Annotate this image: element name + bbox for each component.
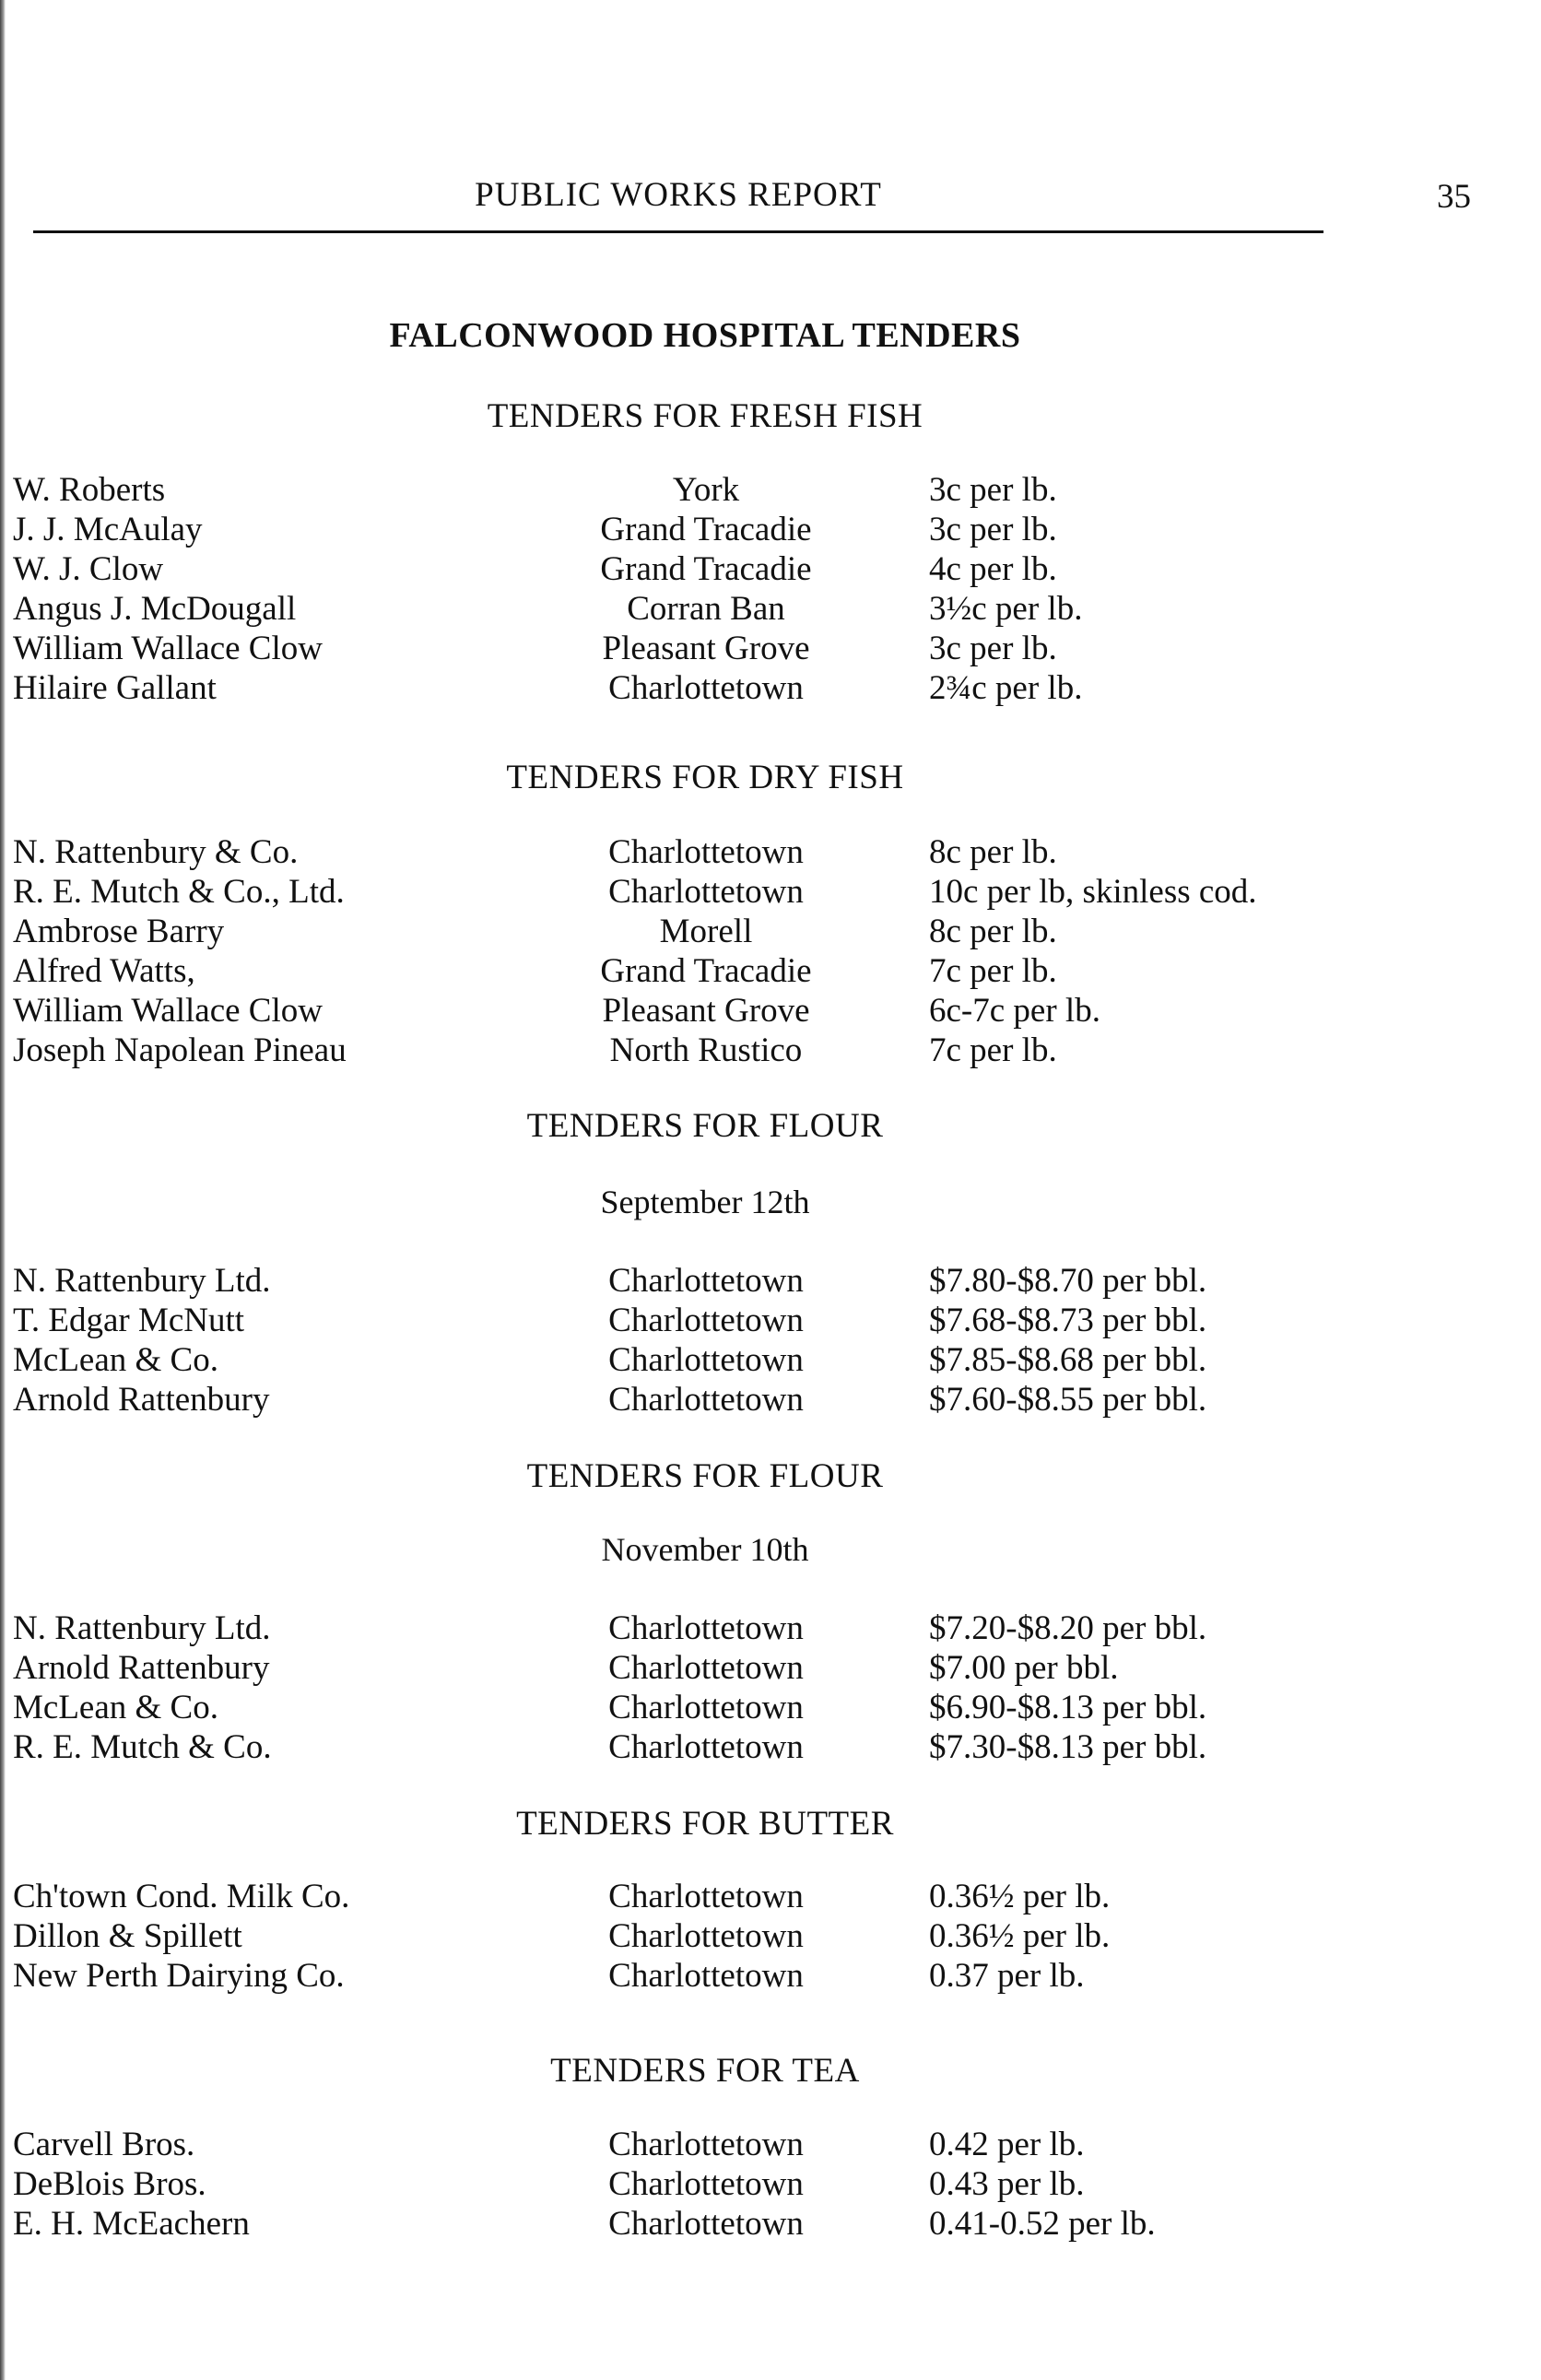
- tender-row: [0, 589, 1541, 629]
- section-heading: TENDERS FOR BUTTER: [516, 1805, 894, 1843]
- tender-price: 3c per lb.: [929, 511, 1057, 548]
- tenderer-place: Charlottetown: [608, 2205, 804, 2243]
- section-heading: TENDERS FOR FLOUR: [526, 1107, 884, 1145]
- tenderer-place: Morell: [659, 913, 753, 950]
- tender-row: [0, 1301, 1541, 1340]
- running-head: PUBLIC WORKS REPORT: [475, 176, 882, 214]
- tender-price: $7.20-$8.20 per bbl.: [929, 1609, 1207, 1647]
- tenderer-place: Charlottetown: [608, 1878, 804, 1915]
- document-title: FALCONWOOD HOSPITAL TENDERS: [389, 316, 1021, 355]
- tender-price: 3c per lb.: [929, 630, 1057, 667]
- section-heading: TENDERS FOR DRY FISH: [506, 759, 904, 796]
- tender-row: [0, 832, 1541, 872]
- tenderer-place: Charlottetown: [608, 1728, 804, 1766]
- section-heading: TENDERS FOR FRESH FISH: [487, 397, 923, 435]
- tender-price: 7c per lb.: [929, 1031, 1057, 1069]
- tenderer-place: Charlottetown: [608, 2126, 804, 2163]
- tender-row: [0, 549, 1541, 589]
- tenderer-name: Joseph Napolean Pineau: [13, 1031, 347, 1069]
- tenderer-name: Hilaire Gallant: [13, 669, 217, 707]
- tenderer-name: Carvell Bros.: [13, 2126, 195, 2163]
- tenderer-name: Ambrose Barry: [13, 913, 225, 950]
- page-number: 35: [1437, 178, 1471, 216]
- tender-price: $7.85-$8.68 per bbl.: [929, 1341, 1207, 1379]
- tender-price: 0.42 per lb.: [929, 2126, 1085, 2163]
- header-rule: [33, 230, 1323, 233]
- tender-row: [0, 991, 1541, 1031]
- tender-row: [0, 1380, 1541, 1420]
- tenderer-name: McLean & Co.: [13, 1341, 218, 1379]
- tender-price: 8c per lb.: [929, 913, 1057, 950]
- tender-row: [0, 1916, 1541, 1956]
- section-date: September 12th: [600, 1184, 810, 1220]
- tender-row: [0, 1261, 1541, 1301]
- tenderer-place: Corran Ban: [627, 590, 785, 628]
- tender-price: 6c-7c per lb.: [929, 992, 1100, 1030]
- tenderer-place: Charlottetown: [608, 833, 804, 871]
- tenderer-place: Grand Tracadie: [600, 952, 812, 990]
- tenderer-place: Charlottetown: [608, 1262, 804, 1300]
- tender-row: [0, 1956, 1541, 1996]
- tender-row: [0, 668, 1541, 708]
- tenderer-name: DeBlois Bros.: [13, 2165, 206, 2203]
- tenderer-place: Charlottetown: [608, 1381, 804, 1419]
- tender-price: 0.36½ per lb.: [929, 1878, 1111, 1915]
- tender-row: [0, 510, 1541, 549]
- page-header: [33, 175, 1471, 230]
- tenderer-name: Ch'town Cond. Milk Co.: [13, 1878, 350, 1915]
- tenderer-name: R. E. Mutch & Co., Ltd.: [13, 873, 345, 911]
- tender-price: 2¾c per lb.: [929, 669, 1083, 707]
- tender-price: 3c per lb.: [929, 471, 1057, 509]
- tenderer-place: Charlottetown: [608, 873, 804, 911]
- tenderer-name: Arnold Rattenbury: [13, 1649, 270, 1687]
- tender-row: [0, 470, 1541, 510]
- tenderer-name: Angus J. McDougall: [13, 590, 297, 628]
- tender-price: 0.36½ per lb.: [929, 1917, 1111, 1955]
- tenderer-name: N. Rattenbury Ltd.: [13, 1609, 271, 1647]
- tender-row: [0, 1608, 1541, 1648]
- tender-row: [0, 1340, 1541, 1380]
- tenderer-place: York: [672, 471, 740, 509]
- tender-row: [0, 1727, 1541, 1767]
- tenderer-place: Charlottetown: [608, 2165, 804, 2203]
- tender-price: 8c per lb.: [929, 833, 1057, 871]
- tender-price: $7.60-$8.55 per bbl.: [929, 1381, 1207, 1419]
- section-heading: TENDERS FOR FLOUR: [526, 1457, 884, 1495]
- tender-price: 4c per lb.: [929, 550, 1057, 588]
- tenderer-place: Charlottetown: [608, 1649, 804, 1687]
- tender-price: 7c per lb.: [929, 952, 1057, 990]
- tenderer-place: Charlottetown: [608, 669, 804, 707]
- tender-price: $7.80-$8.70 per bbl.: [929, 1262, 1207, 1300]
- tender-row: [0, 1688, 1541, 1727]
- tenderer-name: N. Rattenbury & Co.: [13, 833, 299, 871]
- tender-row: [0, 629, 1541, 668]
- tender-price: $7.68-$8.73 per bbl.: [929, 1302, 1207, 1339]
- tender-price: $7.30-$8.13 per bbl.: [929, 1728, 1207, 1766]
- tenderer-name: Dillon & Spillett: [13, 1917, 242, 1955]
- tenderer-place: Grand Tracadie: [600, 550, 812, 588]
- tender-price: 0.43 per lb.: [929, 2165, 1085, 2203]
- tender-price: $6.90-$8.13 per bbl.: [929, 1689, 1207, 1726]
- tender-price: 0.41-0.52 per lb.: [929, 2205, 1156, 2243]
- tenderer-place: North Rustico: [609, 1031, 803, 1069]
- tenderer-name: McLean & Co.: [13, 1689, 218, 1726]
- tenderer-place: Pleasant Grove: [602, 992, 810, 1030]
- tender-price: 10c per lb, skinless cod.: [929, 873, 1257, 911]
- tenderer-place: Pleasant Grove: [602, 630, 810, 667]
- tender-row: [0, 2164, 1541, 2204]
- tenderer-name: William Wallace Clow: [13, 992, 323, 1030]
- tenderer-place: Charlottetown: [608, 1689, 804, 1726]
- tender-row: [0, 1877, 1541, 1916]
- tenderer-name: New Perth Dairying Co.: [13, 1957, 345, 1995]
- tenderer-place: Charlottetown: [608, 1609, 804, 1647]
- tender-row: [0, 1648, 1541, 1688]
- tender-price: 0.37 per lb.: [929, 1957, 1085, 1995]
- tenderer-name: W. Roberts: [13, 471, 166, 509]
- tenderer-name: William Wallace Clow: [13, 630, 323, 667]
- tenderer-place: Charlottetown: [608, 1341, 804, 1379]
- tenderer-name: Arnold Rattenbury: [13, 1381, 270, 1419]
- tender-price: $7.00 per bbl.: [929, 1649, 1119, 1687]
- tenderer-place: Charlottetown: [608, 1917, 804, 1955]
- tenderer-name: R. E. Mutch & Co.: [13, 1728, 272, 1766]
- tenderer-place: Charlottetown: [608, 1302, 804, 1339]
- tenderer-name: E. H. McEachern: [13, 2205, 250, 2243]
- tender-price: 3½c per lb.: [929, 590, 1083, 628]
- tenderer-name: N. Rattenbury Ltd.: [13, 1262, 271, 1300]
- section-date: November 10th: [601, 1531, 809, 1568]
- tenderer-place: Charlottetown: [608, 1957, 804, 1995]
- tender-row: [0, 2125, 1541, 2164]
- tender-row: [0, 2204, 1541, 2244]
- section-heading: TENDERS FOR TEA: [550, 2052, 860, 2090]
- tender-row: [0, 912, 1541, 951]
- tender-row: [0, 1031, 1541, 1070]
- tender-row: [0, 872, 1541, 912]
- tenderer-name: Alfred Watts,: [13, 952, 195, 990]
- tenderer-place: Grand Tracadie: [600, 511, 812, 548]
- tenderer-name: W. J. Clow: [13, 550, 164, 588]
- tenderer-name: T. Edgar McNutt: [13, 1302, 245, 1339]
- tender-row: [0, 951, 1541, 991]
- tenderer-name: J. J. McAulay: [13, 511, 203, 548]
